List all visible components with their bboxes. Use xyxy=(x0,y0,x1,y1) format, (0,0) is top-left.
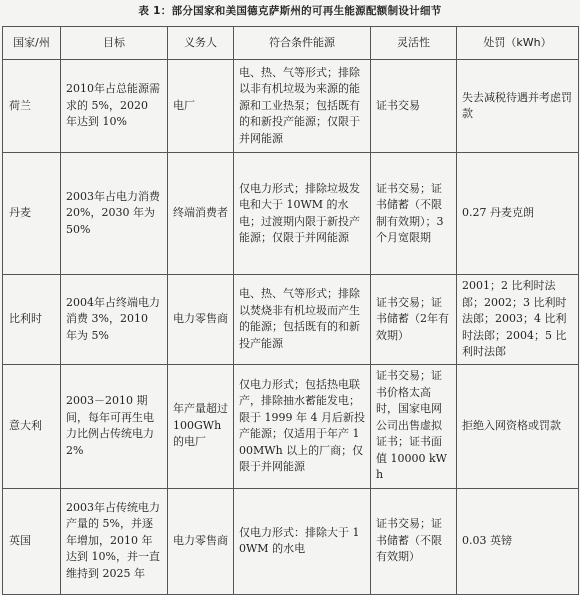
cell-target: 2003－2010 期间，每年可再生电力比例占传统电力 2% xyxy=(61,364,168,488)
header-flexibility: 灵活性 xyxy=(371,27,457,60)
cell-country: 比利时 xyxy=(3,275,61,365)
cell-eligible: 电、热、气等形式；排除以焚烧非有机垃圾而产生的能源；包括既有的和新投产能源 xyxy=(234,275,371,365)
cell-obligor: 电力零售商 xyxy=(168,488,234,594)
cell-flexibility: 证书交易；证书储蓄（不限制有效期）；3个月宽限期 xyxy=(371,153,457,275)
cell-eligible: 仅电力形式；包括热电联产，排除抽水蓄能发电；限于 1999 年 4 月后新投产能源；仅适用于年产 100MWh 以上的厂商；仅限于并网能源 xyxy=(234,364,371,488)
cell-target: 2010年占总能源需求的 5%，2020 年达到 10% xyxy=(61,60,168,153)
cell-penalty: 2001；2 比利时法郎；2002；3 比利时法郎；2003；4 比利时法郎；2004；5 比利时法郎 xyxy=(457,275,579,365)
cell-country: 意大利 xyxy=(3,364,61,488)
cell-flexibility: 证书交易；证书储蓄（2年有效期） xyxy=(371,275,457,365)
header-target: 目标 xyxy=(61,27,168,60)
cell-eligible: 仅电力形式；排除垃圾发电和大于 10WM 的水电；过渡期内限于新投产能源；仅限于并网能源 xyxy=(234,153,371,275)
cell-country: 荷兰 xyxy=(3,60,61,153)
cell-obligor: 终端消费者 xyxy=(168,153,234,275)
cell-country: 英国 xyxy=(3,488,61,594)
cell-flexibility: 证书交易；证书价格太高时，国家电网公司出售虚拟证书；证书面值 10000 kWh xyxy=(371,364,457,488)
cell-eligible: 电、热、气等形式；排除以非有机垃圾为来源的能源和工业热泵；包括既有的和新投产能源；仅限于并网能源 xyxy=(234,60,371,153)
header-eligible: 符合条件能源 xyxy=(234,27,371,60)
cell-flexibility: 证书交易 xyxy=(371,60,457,153)
cell-penalty: 0.03 英镑 xyxy=(457,488,579,594)
header-row xyxy=(3,27,579,60)
cell-country: 丹麦 xyxy=(3,153,61,275)
header-penalty: 处罚（kWh） xyxy=(457,27,579,60)
cell-penalty: 拒绝入网资格或罚款 xyxy=(457,364,579,488)
table-row xyxy=(3,275,579,365)
cell-obligor: 电力零售商 xyxy=(168,275,234,365)
header-country: 国家/州 xyxy=(3,27,61,60)
cell-eligible: 仅电力形式：排除大于 10WM 的水电 xyxy=(234,488,371,594)
cell-target: 2003年占电力消费 20%，2030 年为 50% xyxy=(61,153,168,275)
cell-obligor: 年产量超过 100GWh 的电厂 xyxy=(168,364,234,488)
cell-flexibility: 证书交易；证书储蓄（不限有效期） xyxy=(371,488,457,594)
header-obligor: 义务人 xyxy=(168,27,234,60)
data-table xyxy=(2,26,579,595)
table-title: 表 1：部分国家和美国德克萨斯州的可再生能源配额制设计细节 xyxy=(138,5,442,17)
table-row xyxy=(3,153,579,275)
table-row xyxy=(3,364,579,488)
cell-penalty: 失去减税待遇并考虑罚款 xyxy=(457,60,579,153)
cell-penalty: 0.27 丹麦克朗 xyxy=(457,153,579,275)
cell-obligor: 电厂 xyxy=(168,60,234,153)
cell-target: 2003年占传统电力产量的 5%，并逐年增加，2010 年达到 10%，并一直维持到 2025 年 xyxy=(61,488,168,594)
table-row xyxy=(3,60,579,153)
table-row xyxy=(3,488,579,594)
cell-target: 2004年占终端电力消费 3%，2010 年为 5% xyxy=(61,275,168,365)
